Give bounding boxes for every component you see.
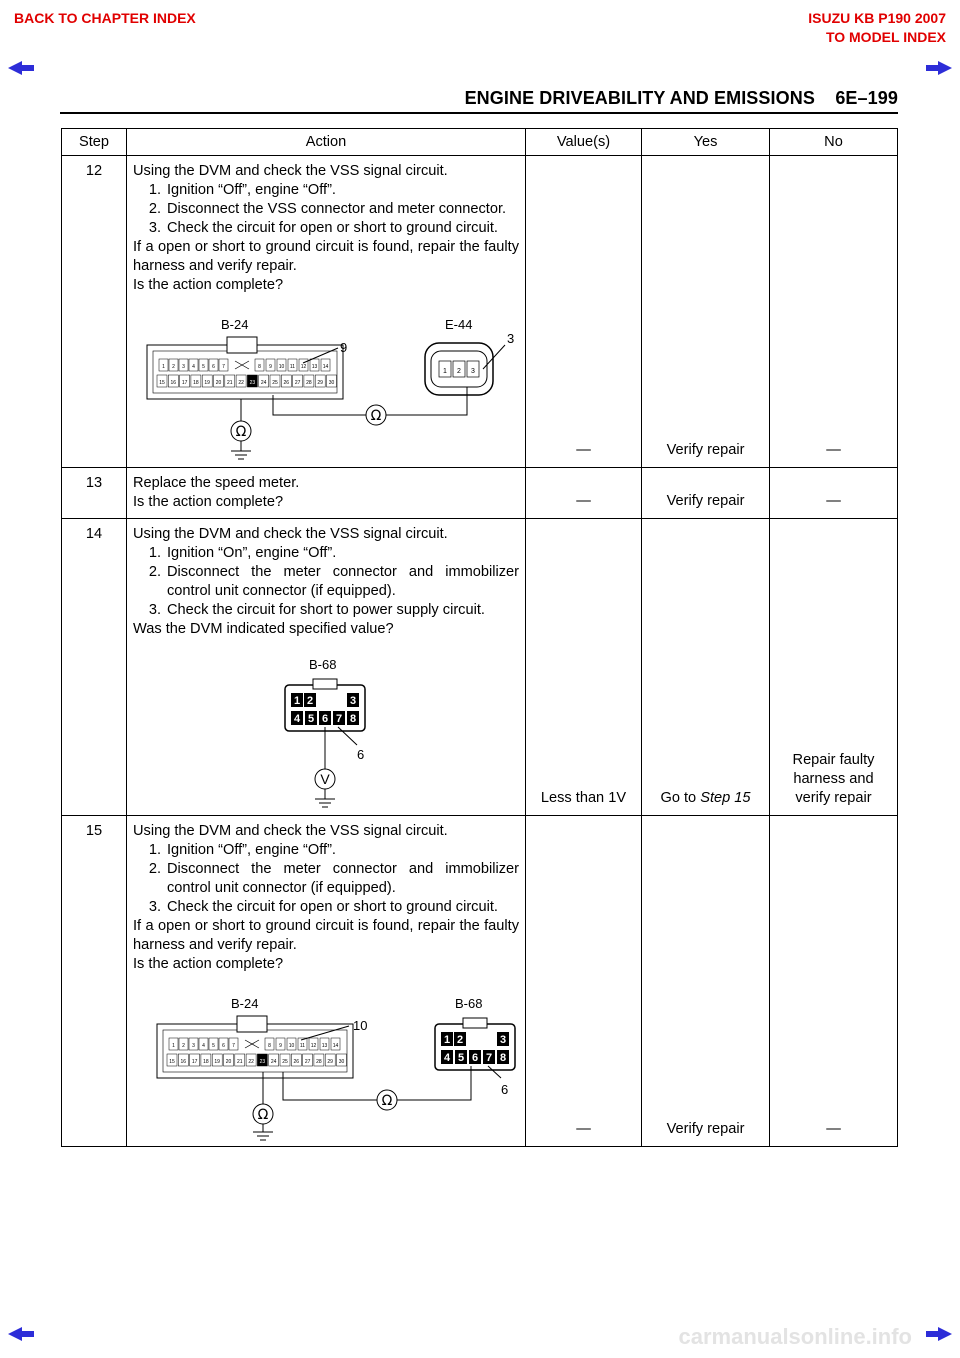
action-question: Is the action complete? xyxy=(133,277,284,293)
action-list-item: 1. Ignition “Off”, engine “Off”. xyxy=(148,182,336,198)
action-intro: Using the DVM and check the VSS signal circuit. xyxy=(133,823,448,839)
step-value: — xyxy=(526,468,642,519)
next-page-arrow-bottom-icon[interactable] xyxy=(926,1326,952,1342)
step-no: — xyxy=(770,156,898,468)
connector-label-b24: B-24 xyxy=(221,317,249,332)
svg-text:5: 5 xyxy=(307,713,315,725)
step-number: 15 xyxy=(62,816,127,1147)
svg-text:1: 1 xyxy=(172,1043,175,1049)
svg-text:10: 10 xyxy=(288,1043,295,1049)
connector-label-b68: B-68 xyxy=(309,657,337,672)
svg-text:16: 16 xyxy=(170,380,177,386)
table-header-row xyxy=(62,129,898,156)
step-yes: Go to Step 15 xyxy=(642,519,770,816)
column-header-step: Step xyxy=(62,129,127,156)
svg-text:6: 6 xyxy=(471,1052,479,1064)
svg-text:27: 27 xyxy=(304,1059,311,1065)
step-no: Repair faulty harness and verify repair xyxy=(770,519,898,816)
connector-label-b68: B-68 xyxy=(455,996,483,1011)
svg-text:24: 24 xyxy=(260,380,267,386)
svg-text:2: 2 xyxy=(456,1034,464,1046)
action-line: Replace the speed meter. xyxy=(133,475,300,491)
svg-text:14: 14 xyxy=(332,1043,339,1049)
svg-text:18: 18 xyxy=(203,1059,209,1065)
step-number: 14 xyxy=(62,519,127,816)
svg-text:2: 2 xyxy=(172,364,175,370)
b24-e44-resistance-check-diagram xyxy=(133,303,519,463)
svg-text:4: 4 xyxy=(202,1043,205,1049)
step-no: — xyxy=(770,468,898,519)
svg-text:17: 17 xyxy=(181,380,188,386)
svg-text:Ω: Ω xyxy=(235,424,247,440)
svg-text:14: 14 xyxy=(322,364,329,370)
svg-text:13: 13 xyxy=(321,1043,328,1049)
action-intro: Using the DVM and check the VSS signal circuit. xyxy=(133,526,448,542)
svg-text:7: 7 xyxy=(232,1043,235,1049)
svg-text:26: 26 xyxy=(293,1059,300,1065)
svg-text:22: 22 xyxy=(248,1059,254,1065)
back-to-chapter-index-link[interactable]: BACK TO CHAPTER INDEX xyxy=(14,10,196,26)
step-yes: Verify repair xyxy=(642,468,770,519)
svg-text:29: 29 xyxy=(317,380,323,386)
step-number: 13 xyxy=(62,468,127,519)
diagnostic-steps-table xyxy=(61,128,898,1147)
action-list-item: 2. Disconnect the VSS connector and meter connector. xyxy=(148,201,507,217)
svg-text:22: 22 xyxy=(238,380,244,386)
svg-text:9: 9 xyxy=(269,364,272,370)
to-model-index-link[interactable]: TO MODEL INDEX xyxy=(825,29,946,45)
svg-text:24: 24 xyxy=(270,1059,277,1065)
action-list-item: 1. Ignition “On”, engine “Off”. xyxy=(148,545,337,561)
page-title: ENGINE DRIVEABILITY AND EMISSIONS 6E–199 xyxy=(464,88,898,108)
b68-voltage-check-diagram xyxy=(133,647,519,811)
svg-text:11: 11 xyxy=(289,364,296,370)
column-header-action: Action xyxy=(127,129,526,156)
step-action xyxy=(127,468,526,519)
svg-text:3: 3 xyxy=(192,1043,195,1049)
svg-text:5: 5 xyxy=(457,1052,465,1064)
svg-text:9: 9 xyxy=(279,1043,282,1049)
model-title-link[interactable]: ISUZU KB P190 2007 xyxy=(808,10,946,26)
pin-label-right: 6 xyxy=(501,1082,509,1097)
svg-text:8: 8 xyxy=(349,713,357,725)
step-yes: Verify repair xyxy=(642,156,770,468)
svg-text:V: V xyxy=(320,771,330,787)
svg-text:23: 23 xyxy=(249,380,256,386)
svg-text:3: 3 xyxy=(471,368,475,375)
action-list-item: 3. Check the circuit for open or short to ground circuit. xyxy=(148,899,498,915)
step-reference-link[interactable]: Step 15 xyxy=(700,790,751,806)
table-row xyxy=(62,468,898,519)
pin-label-right: 3 xyxy=(507,331,515,346)
svg-text:12: 12 xyxy=(310,1043,317,1049)
svg-text:3: 3 xyxy=(349,695,357,707)
step-action xyxy=(127,156,526,468)
svg-text:28: 28 xyxy=(306,380,312,386)
svg-text:5: 5 xyxy=(212,1043,215,1049)
action-note: If a open or short to ground circuit is found, repair the faulty harness and verify repair. xyxy=(133,239,519,274)
action-question: Is the action complete? xyxy=(133,956,284,972)
column-header-no: No xyxy=(770,129,898,156)
svg-text:29: 29 xyxy=(327,1059,333,1065)
svg-text:4: 4 xyxy=(293,713,301,725)
page-header xyxy=(60,88,898,114)
svg-text:6: 6 xyxy=(222,1043,225,1049)
svg-text:Ω: Ω xyxy=(381,1093,393,1109)
step-value: — xyxy=(526,816,642,1147)
table-row xyxy=(62,816,898,1147)
previous-page-arrow-bottom-icon[interactable] xyxy=(8,1326,34,1342)
svg-text:15: 15 xyxy=(169,1059,175,1065)
svg-text:6: 6 xyxy=(212,364,215,370)
table-row xyxy=(62,156,898,468)
svg-text:18: 18 xyxy=(193,380,199,386)
svg-text:25: 25 xyxy=(282,1059,288,1065)
action-list-item: 1. Ignition “Off”, engine “Off”. xyxy=(148,842,336,858)
step-action xyxy=(127,816,526,1147)
svg-text:4: 4 xyxy=(443,1052,451,1064)
pin-label-left: 9 xyxy=(340,340,348,355)
svg-text:4: 4 xyxy=(192,364,195,370)
svg-text:16: 16 xyxy=(180,1059,187,1065)
svg-text:7: 7 xyxy=(222,364,225,370)
b24-connector-icon xyxy=(147,337,343,399)
svg-text:Ω: Ω xyxy=(257,1107,269,1123)
action-question: Was the DVM indicated specified value? xyxy=(133,621,394,637)
svg-text:1: 1 xyxy=(443,368,447,375)
svg-text:1: 1 xyxy=(443,1034,451,1046)
pin-label-left: 10 xyxy=(353,1018,368,1033)
e44-connector-icon xyxy=(425,343,493,395)
action-list-item: 3. Check the circuit for short to power supply circuit. xyxy=(148,602,485,618)
svg-text:8: 8 xyxy=(268,1043,271,1049)
action-list-item: 3. Check the circuit for open or short to ground circuit. xyxy=(148,220,498,236)
step-yes: Verify repair xyxy=(642,816,770,1147)
svg-text:23: 23 xyxy=(259,1059,266,1065)
step-no: — xyxy=(770,816,898,1147)
svg-text:20: 20 xyxy=(215,380,222,386)
svg-text:Ω: Ω xyxy=(370,408,382,424)
svg-text:20: 20 xyxy=(225,1059,232,1065)
b24-b68-resistance-check-diagram xyxy=(133,982,519,1142)
connector-label-b24: B-24 xyxy=(231,996,259,1011)
svg-text:19: 19 xyxy=(204,380,210,386)
svg-text:28: 28 xyxy=(316,1059,322,1065)
svg-text:12: 12 xyxy=(300,364,307,370)
next-page-arrow-icon[interactable] xyxy=(926,60,952,76)
svg-text:27: 27 xyxy=(294,380,301,386)
svg-text:3: 3 xyxy=(499,1034,507,1046)
connector-label-e44: E-44 xyxy=(445,317,473,332)
svg-text:2: 2 xyxy=(457,368,461,375)
svg-text:21: 21 xyxy=(227,380,233,386)
svg-text:3: 3 xyxy=(182,364,185,370)
svg-text:26: 26 xyxy=(283,380,290,386)
action-list-item: 2. Disconnect the meter connector and immobilizer control unit connector (if equipped). xyxy=(148,861,519,896)
svg-text:30: 30 xyxy=(338,1059,345,1065)
svg-text:8: 8 xyxy=(499,1052,507,1064)
step-action xyxy=(127,519,526,816)
svg-text:17: 17 xyxy=(191,1059,198,1065)
action-intro: Using the DVM and check the VSS signal circuit. xyxy=(133,163,448,179)
action-question: Is the action complete? xyxy=(133,494,284,510)
svg-text:1: 1 xyxy=(293,695,301,707)
svg-text:8: 8 xyxy=(258,364,261,370)
svg-text:1: 1 xyxy=(162,364,165,370)
svg-text:25: 25 xyxy=(272,380,278,386)
table-row xyxy=(62,519,898,816)
previous-page-arrow-icon[interactable] xyxy=(8,60,34,76)
step-value: — xyxy=(526,156,642,468)
svg-text:10: 10 xyxy=(278,364,285,370)
watermark: carmanualsonline.info xyxy=(678,1324,912,1349)
svg-text:21: 21 xyxy=(237,1059,243,1065)
column-header-values: Value(s) xyxy=(526,129,642,156)
pin-label: 6 xyxy=(357,747,365,762)
svg-text:13: 13 xyxy=(311,364,318,370)
svg-text:7: 7 xyxy=(335,713,343,725)
svg-text:15: 15 xyxy=(159,380,165,386)
svg-text:5: 5 xyxy=(202,364,205,370)
step-value: Less than 1V xyxy=(526,519,642,816)
b68-connector-icon xyxy=(285,679,365,731)
svg-text:6: 6 xyxy=(321,713,329,725)
svg-text:2: 2 xyxy=(182,1043,185,1049)
b24-connector-icon xyxy=(157,1016,353,1078)
b68-connector-icon xyxy=(435,1018,515,1070)
action-list-item: 2. Disconnect the meter connector and immobilizer control unit connector (if equipped). xyxy=(148,564,519,599)
svg-text:11: 11 xyxy=(299,1043,306,1049)
action-note: If a open or short to ground circuit is found, repair the faulty harness and verify repair. xyxy=(133,918,519,953)
svg-text:30: 30 xyxy=(328,380,335,386)
step-number: 12 xyxy=(62,156,127,468)
column-header-yes: Yes xyxy=(642,129,770,156)
svg-text:2: 2 xyxy=(306,695,314,707)
svg-text:7: 7 xyxy=(485,1052,493,1064)
svg-text:19: 19 xyxy=(214,1059,220,1065)
